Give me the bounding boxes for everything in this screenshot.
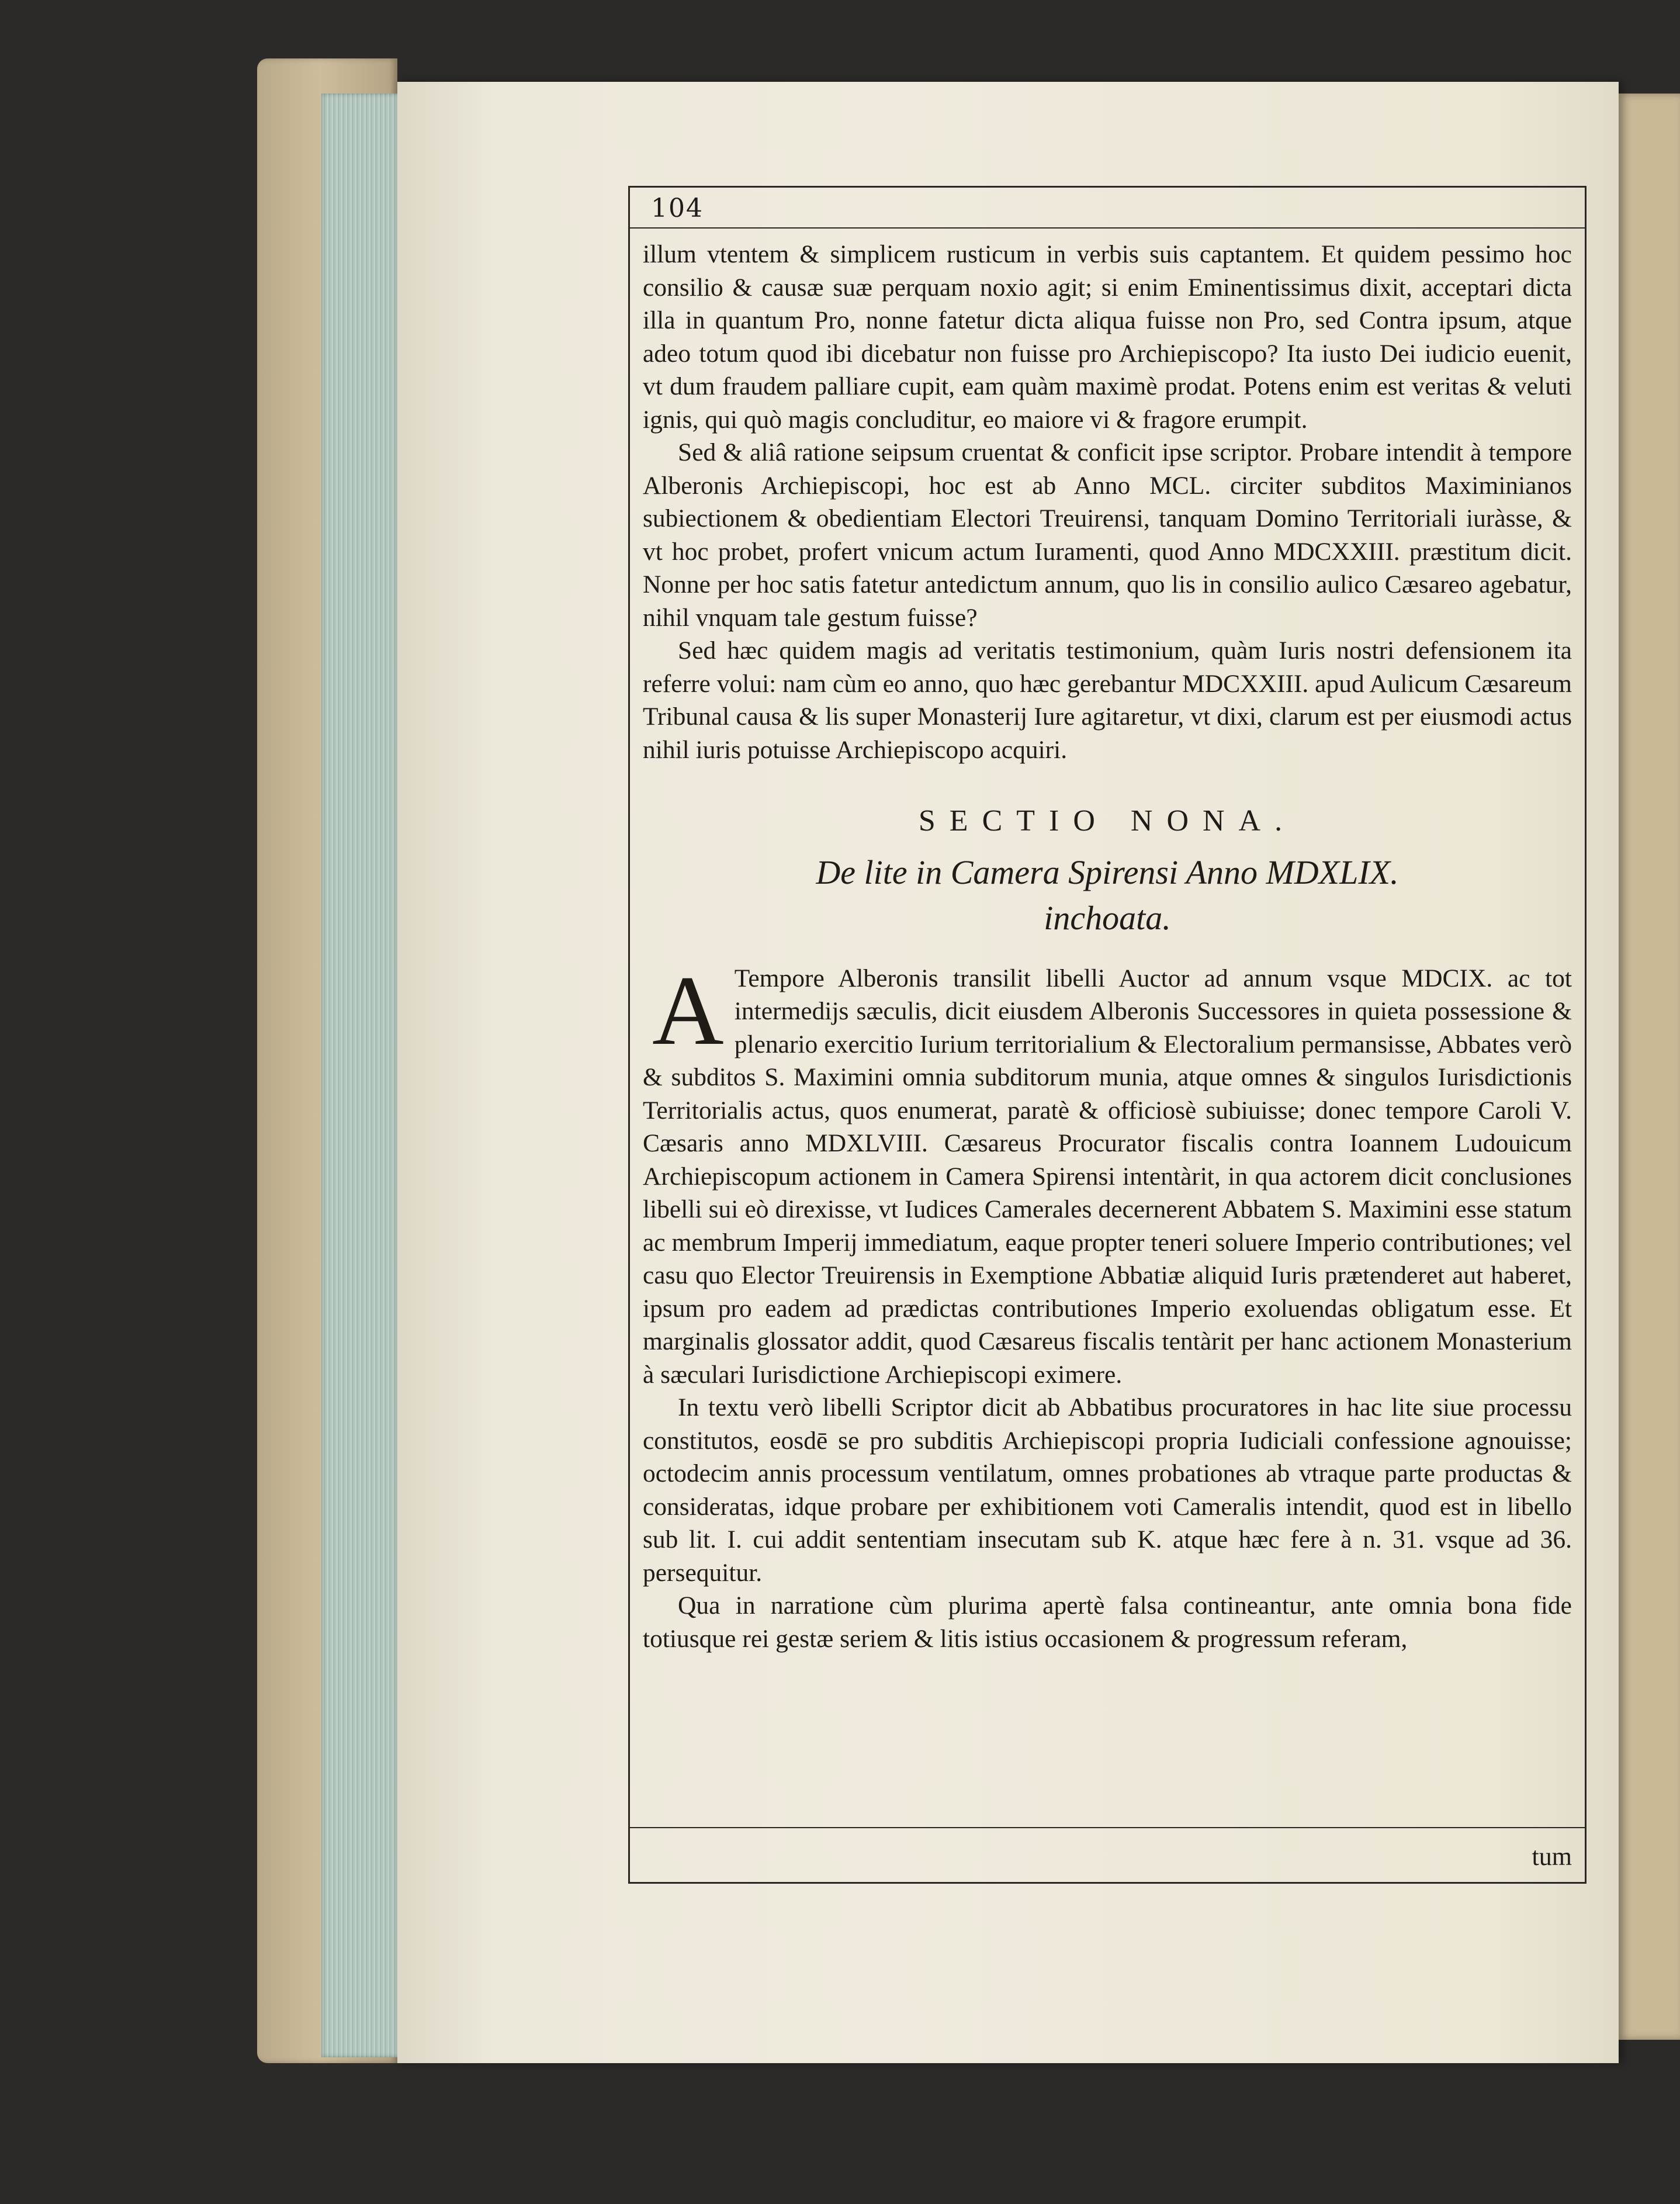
section-subtitle-line1: De lite in Camera Spirensi Anno MDXLIX. — [816, 853, 1399, 891]
adjacent-page-edge — [1619, 94, 1680, 2040]
section-subtitle — [643, 850, 1572, 941]
header-rule — [630, 227, 1585, 229]
section-heading: SECTIO NONA. — [918, 804, 1297, 838]
paragraph: illum vtentem & simplicem rusticum in verbis suis captantem. Et quidem pessimo hoc consilio & causæ suæ perquam noxio agit; si enim Eminentissimus dixit, acceptari dicta illa in quantum Pro, nonne fatetur dicta aliqua fuisse non Pro, sed Contra ipsum, atque adeo totum quod ibi dicebatur non fuisse pro Archiepiscopo? Ita iusto Dei iudicio euenit, vt dum fraudem palliare cupit, eam quàm maximè prodat. Potens enim est veritas & veluti ignis, qui quò magis concluditur, eo maiore vi & fragore erumpit. — [643, 240, 1572, 434]
text-block — [643, 238, 1572, 1655]
paragraph: Qua in narratione cùm plurima apertè falsa contineantur, ante omnia bona fide totiusque rei gestæ seriem & litis istius occasionem & progressum referam, — [643, 1591, 1572, 1653]
printed-text-frame — [628, 186, 1587, 1884]
paragraph: Sed hæc quidem magis ad veritatis testimonium, quàm Iuris nostri defensionem ita referre volui: nam cùm eo anno, quo hæc gerebantur MDCXXIII. apud Aulicum Cæsareum Tribunal causa & lis super Monasterij Iure agitaretur, vt dixi, clarum est per eiusmodi actus nihil iuris potuisse Archiepiscopo acquiri. — [643, 636, 1572, 764]
paragraph: Sed & aliâ ratione seipsum cruentat & conficit ipse scriptor. Probare intendit à tempore Alberonis Archiepiscopi, hoc est ab Anno MCL. circiter subditos Maximinianos subiectionem & obedientiam Electori Treuirensi, tanquam Domino Territoriali iuràsse, & vt hoc probet, profert vnicum actum Iuramenti, quod Anno MDCXXIII. præstitum dicit. Nonne per hoc satis fatetur antedictum annum, quo lis in consilio aulico Cæsareo agebatur, nihil vnquam tale gestum fuisse? — [643, 438, 1572, 632]
drop-cap: A — [652, 955, 724, 1065]
paragraph-with-dropcap — [643, 955, 1572, 1392]
catchword: tum — [1532, 1842, 1572, 1871]
page-number: 104 — [651, 193, 704, 223]
paragraph: In textu verò libelli Scriptor dicit ab Abbatibus procuratores in hac lite siue processu constitutos, eosdē se pro subditis Archiepiscopi propria Iudiciali confessione agnouisse; octodecim annis processum ventilatum, omnes probationes ab vtraque parte productas & consideratas, idque probare per exhibitionem voti Cameralis intendit, quod est in libello sub lit. I. cui addit sententiam insecutam sub K. atque hæc fere à n. 31. vsque ad 36. persequitur. — [643, 1393, 1572, 1587]
page-edges — [321, 94, 403, 2057]
section-subtitle-line2: inchoata. — [1044, 898, 1171, 937]
footer-rule — [630, 1827, 1585, 1828]
paragraph-text: Tempore Alberonis transilit libelli Auctor ad annum vsque MDCIX. ac tot intermedijs sæculis, dicit eiusdem Alberonis Successores in quieta possessione & plenario exercitio Iurium territorialium & Electoralium permansisse, Abbates verò & subditos S. Maximini omnia subditorum munia, atque omnes & singulos Iurisdictionis Territorialis actus, quos enumerat, paratè & officiosè subiuisse; donec tempore Caroli V. Cæsaris anno MDXLVIII. Cæsareus Procurator fiscalis contra Ioannem Ludouicum Archiepiscopum actionem in Camera Spirensi intentàrit, in qua actorem dicit conclusiones libelli sui eò direxisse, vt Iudices Camerales decernerent Abbatem S. Maximini esse statum ac membrum Imperij immediatum, eaque propter teneri soluere Imperio contributiones; vel casu quo Elector Treuirensis in Exemptione Abbatiæ aliquid Iuris prætenderet aut haberet, ipsum pro eadem ad prædictas contributiones Imperio exoluendas obligatum esse. Et marginalis glossator addit, quod Cæsareus fiscalis tentàrit per hanc actionem Monasterium à sæculari Iurisdictione Archiepiscopi eximere. — [643, 964, 1572, 1389]
